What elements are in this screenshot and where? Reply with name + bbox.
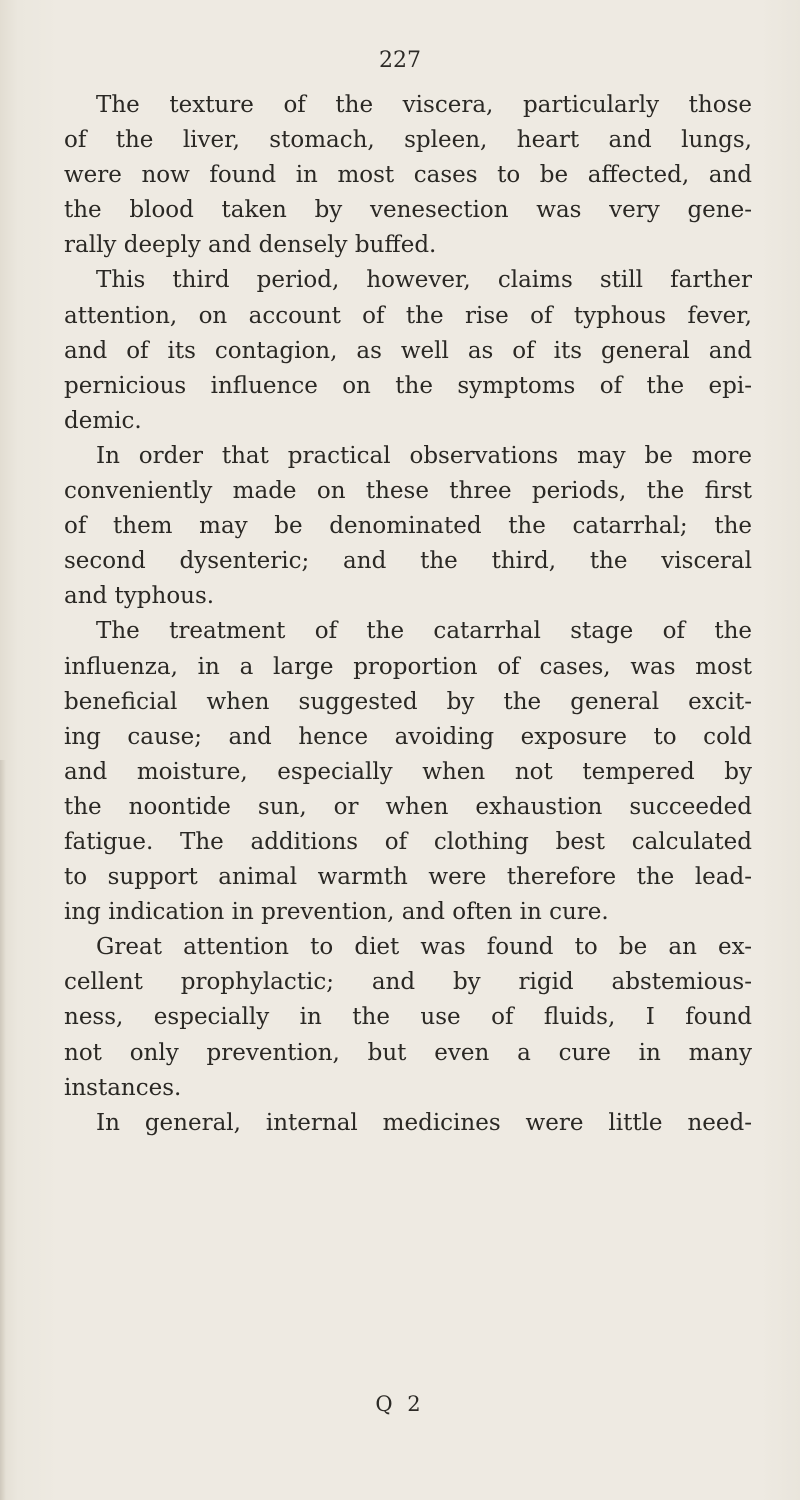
text-line: Great attention to diet was found to be an ex-: [96, 934, 752, 961]
text-line: ness, especially in the use of fluids, I found: [64, 1004, 752, 1031]
text-line: pernicious influence on the symptoms of the epi-: [64, 372, 752, 399]
text-line: the blood taken by venesection was very gene-: [64, 197, 752, 224]
text-line: demic.: [64, 407, 142, 434]
text-line: influenza, in a large proportion of cases, was most: [64, 653, 752, 680]
text-line: ing cause; and hence avoiding exposure to cold: [64, 723, 752, 750]
signature-mark: Q 2: [375, 1392, 425, 1416]
text-line: The texture of the viscera, particularly those: [96, 92, 752, 118]
text-line: the noontide sun, or when exhaustion succeeded: [64, 793, 752, 820]
text-line: fatigue. The additions of clothing best calculated: [64, 828, 752, 855]
text-line: This third period, however, claims still farther: [96, 267, 752, 294]
text-line: conveniently made on these three periods, the first: [64, 478, 752, 505]
text-line: of them may be denominated the catarrhal; the: [64, 513, 752, 540]
text-line: and moisture, especially when not tempered by: [64, 758, 752, 785]
text-line: to support animal warmth were therefore the lead-: [64, 864, 752, 891]
text-line: The treatment of the catarrhal stage of the: [96, 618, 752, 645]
text-line: rally deeply and densely buffed.: [64, 232, 437, 259]
text-line: beneficial when suggested by the general excit-: [64, 688, 752, 715]
text-line: of the liver, stomach, spleen, heart and lungs,: [64, 127, 752, 154]
page-number: 227: [379, 48, 421, 73]
text-line: instances.: [64, 1074, 182, 1101]
text-line: attention, on account of the rise of typhous fever,: [64, 302, 752, 329]
text-line: not only prevention, but even a cure in many: [64, 1039, 752, 1066]
text-line: and of its contagion, as well as of its general and: [64, 337, 752, 364]
gutter-shadow: [0, 760, 6, 1500]
text-line: In order that practical observations may be more: [96, 442, 752, 469]
text-line: second dysenteric; and the third, the visceral: [64, 548, 752, 575]
text-line: were now found in most cases to be affected, and: [64, 162, 752, 189]
text-line: ing indication in prevention, and often in cure.: [64, 899, 609, 926]
text-line: In general, internal medicines were little need-: [96, 1109, 752, 1136]
text-line: cellent prophylactic; and by rigid abstemious-: [64, 969, 752, 996]
text-line: and typhous.: [64, 583, 215, 610]
body-text: [64, 88, 752, 1141]
